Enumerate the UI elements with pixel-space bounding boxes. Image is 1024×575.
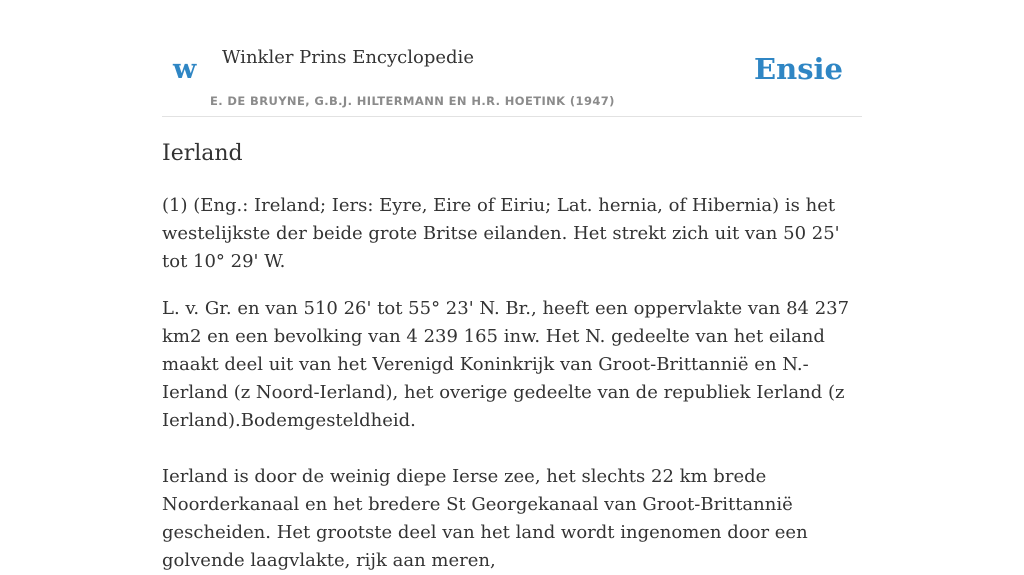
source-authors: E. DE BRUYNE, G.B.J. HILTERMANN EN H.R. HOETINK (1947)	[210, 94, 615, 108]
encyclopedia-logo-icon[interactable]: w	[173, 54, 197, 85]
article-paragraph: L. v. Gr. en van 510 26' tot 55° 23' N. Br., heeft een oppervlakte van 84 237 km2 en een bevolking van 4 239 165 inw. Het N. gedeelte van het eiland maakt deel uit van het Verenigd Koninkrijk van Groot-Brittannië en N.-Ierland (z Noord-Ierland), het overige gedeelte van de republiek Ierland (z Ierland).Bodemgesteldheid.	[162, 298, 850, 431]
ensie-brand-logo[interactable]: Ensie	[754, 52, 843, 86]
article	[162, 138, 862, 575]
article-paragraph: Ierland is door de weinig diepe Ierse zee, het slechts 22 km brede Noorderkanaal en het bredere St Georgekanaal van Groot-Brittannië gescheiden. Het grootste deel van het land wordt ingenomen door een golvende laagvlakte, rijk aan meren,	[162, 466, 808, 571]
source-title-link[interactable]: Winkler Prins Encyclopedie	[222, 47, 474, 68]
article-title: Ierland	[162, 141, 243, 166]
site-header	[162, 0, 862, 117]
article-paragraph: (1) (Eng.: Ireland; Iers: Eyre, Eire of Eiriu; Lat. hernia, of Hibernia) is het westelijkste der beide grote Britse eilanden. Het strekt zich uit van 50 25' tot 10° 29' W.	[162, 195, 840, 272]
